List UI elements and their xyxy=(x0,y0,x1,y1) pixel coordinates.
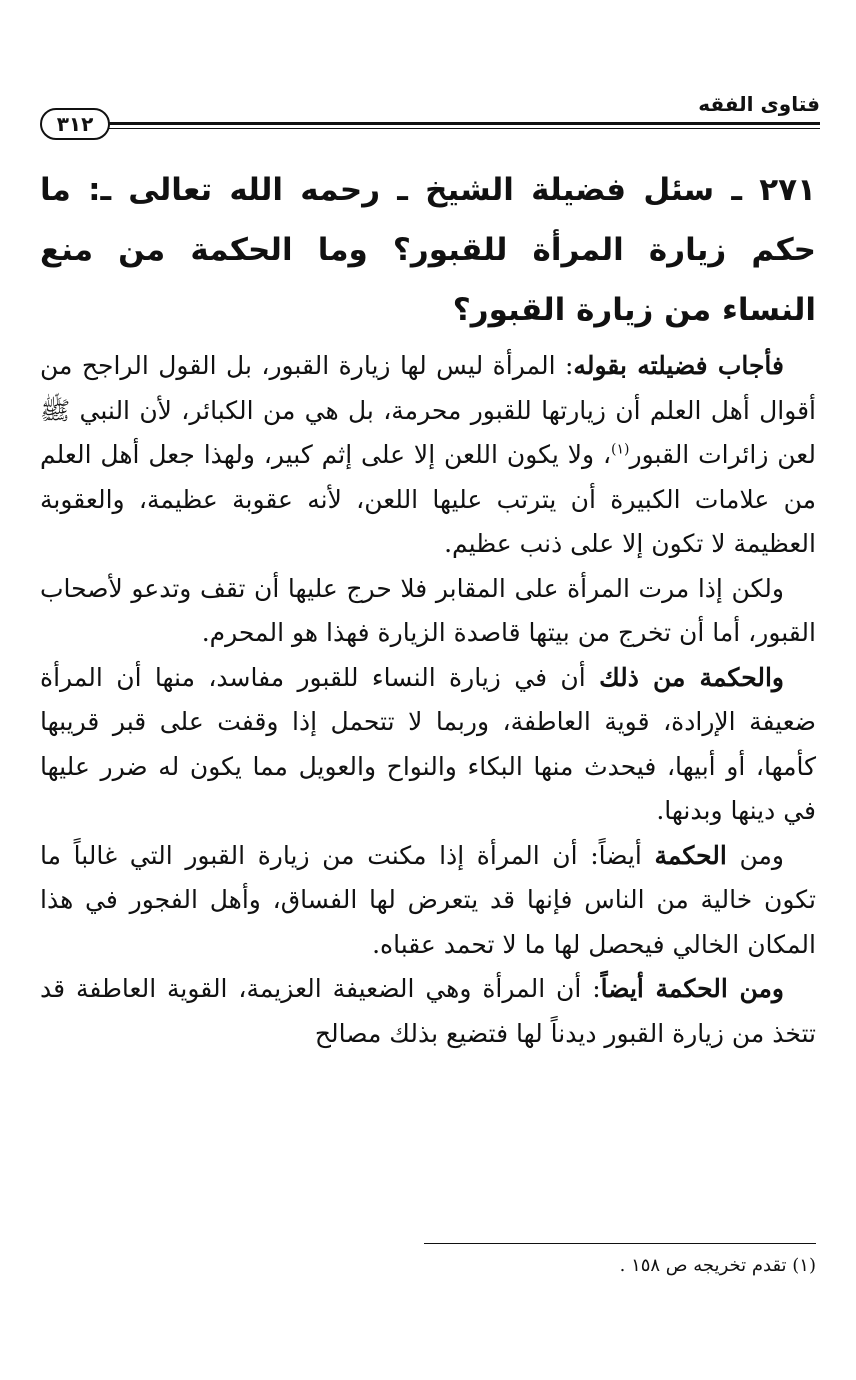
answer-text-1a: : المرأة ليس لها زيارة القبور، بل القول الراجح من أقوال أهل العلم أن زيارتها للقبور محرمة، بل هي من الكبائر، لأن النبي ﷺ لعن زائرات القبور xyxy=(40,351,817,469)
footnote-reference: (١) xyxy=(611,441,630,458)
wisdom-lead-3: ومن الحكمة أيضاً xyxy=(600,974,785,1003)
footnote-separator xyxy=(424,1243,816,1244)
footnote: (١) تقدم تخريجه ص ١٥٨ . xyxy=(619,1255,816,1276)
answer-paragraph-4 xyxy=(40,834,816,968)
page-number: ٣١٢ xyxy=(40,108,110,140)
answer-paragraph-3 xyxy=(40,656,816,834)
page-header xyxy=(40,86,820,146)
answer-paragraph-2: ولكن إذا مرت المرأة على المقابر فلا حرج عليها أن تقف وتدعو لأصحاب القبور، أما أن تخرج من بيتها قاصدة الزيارة فهذا هو المحرم. xyxy=(40,573,816,647)
wisdom-lead: والحكمة من ذلك xyxy=(599,662,784,692)
answer-text-1b: ، ولا يكون اللعن إلا على إثم كبير، ولهذا جعل أهل العلم من علامات الكبيرة أن يترتب عليها اللعن، لأنه عقوبة عظيمة، والعقوبة العظيمة لا تكون إلا على ذنب عظيم. xyxy=(40,440,816,558)
header-rule-thin xyxy=(102,128,820,129)
header-rule-thick xyxy=(102,122,820,125)
answer-text-3: أن في زيارة النساء للقبور مفاسد، منها أن المرأة ضعيفة الإرادة، قوية العاطفة، وربما لا تتحمل إذا وقفت على قبر قريبها كأمها، أو أبيها، فيحدث منها البكاء والنواح والعويل مما يكون له ضرر عليها في دينها وبدنها. xyxy=(40,662,816,825)
question-heading: ٢٧١ ـ سئل فضيلة الشيخ ـ رحمه الله تعالى ـ: ما حكم زيارة المرأة للقبور؟ وما الحكمة من منع النساء من زيارة القبور؟ xyxy=(40,172,816,328)
answer-text-5: : أن المرأة وهي الضعيفة العزيمة، القوية العاطفة قد تتخذ من زيارة القبور ديدناً لها فتضيع بذلك مصالح xyxy=(40,974,816,1048)
page-body xyxy=(40,160,816,1056)
answer-lead: فأجاب فضيلته بقوله xyxy=(573,351,784,380)
answer-text-4: أيضاً: أن المرأة إذا مكنت من زيارة القبور التي غالباً ما تكون خالية من الناس فإنها قد يتعرض لها الفساق، وأهل الفجور في هذا المكان الخالي فيحصل لها ما لا تحمد عقباه. xyxy=(40,840,816,959)
answer-paragraph-1 xyxy=(40,344,816,567)
answer-paragraph-5 xyxy=(40,967,816,1056)
wisdom-lead-2: الحكمة xyxy=(654,840,727,870)
running-title: فتاوى الفقه xyxy=(698,92,820,116)
answer-text-4-pre: ومن xyxy=(726,840,784,870)
